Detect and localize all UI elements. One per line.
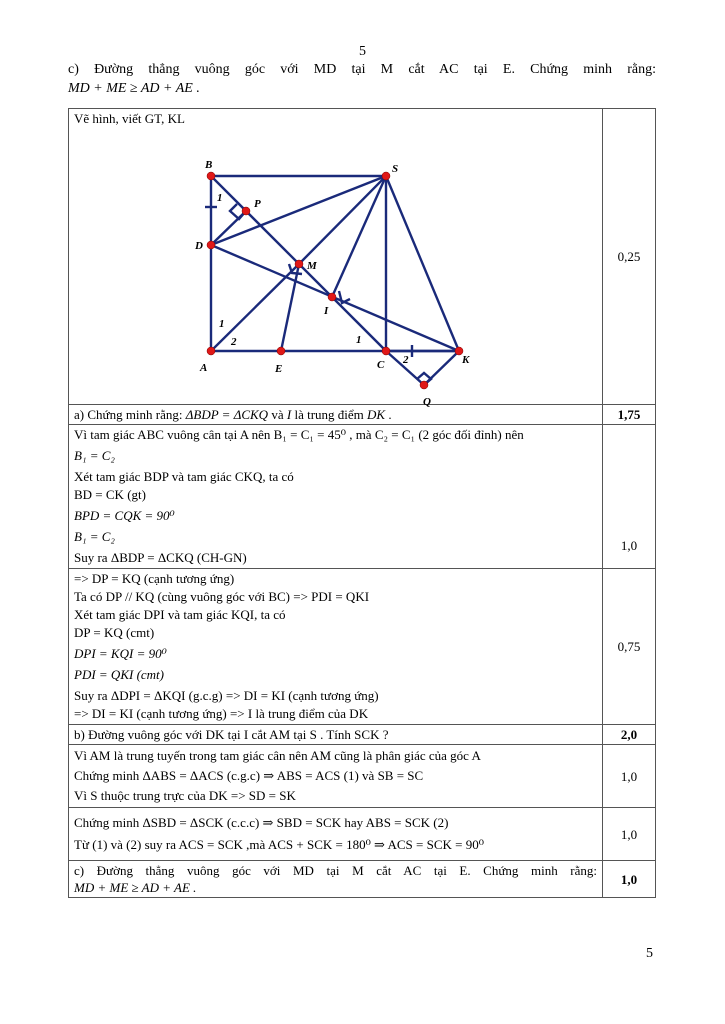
part-b-block-1-score: 1,0 <box>603 745 656 808</box>
point-S <box>382 172 390 180</box>
a2-line-7: Suy ra ΔDPI = ΔKQI (g.c.g) => DI = KI (cạnh tương ứng) <box>74 688 379 703</box>
point-D <box>207 241 215 249</box>
right-angle-I <box>339 291 350 303</box>
b1-line-2: Chứng minh ΔABS = ΔACS (c.g.c) ⇒ ABS = ACS (1) và SB = SC <box>74 768 424 783</box>
page-number-top: 5 <box>359 44 366 59</box>
part-a-title-pre: a) Chứng minh rằng: <box>74 407 186 422</box>
part-a-block-1-score: 1,0 <box>603 425 656 569</box>
label-angle-B1: 1 <box>217 192 223 204</box>
a1-line-4: BD = CK (gt) <box>74 487 146 502</box>
part-b-title: b) Đường vuông góc với DK tại I cắt AM tại S . Tính SCK ? <box>69 725 603 745</box>
part-a-title <box>69 405 603 425</box>
point-Q <box>420 381 428 389</box>
label-E: E <box>275 363 283 375</box>
intro-statement <box>68 60 656 98</box>
part-c-line-2: MD + ME ≥ AD + AE . <box>74 880 197 895</box>
figure-score: 0,25 <box>603 109 656 405</box>
a2-line-4: DP = KQ (cmt) <box>74 625 155 640</box>
part-b-block-1 <box>69 745 603 808</box>
label-angle-C1: 1 <box>356 334 362 346</box>
label-I: I <box>324 305 329 317</box>
point-A <box>207 347 215 355</box>
label-M: M <box>307 260 317 272</box>
part-a-block-1 <box>69 425 603 569</box>
a2-line-2: Ta có DP // KQ (cùng vuông góc với BC) => PDI = QKI <box>74 589 370 604</box>
intro-line-1: c) Đường thẳng vuông góc với MD tại M cắt AC tại E. Chứng minh rằng: <box>68 62 656 77</box>
point-E <box>277 347 285 355</box>
part-c-cell <box>69 861 603 898</box>
a1-line-1: Vì tam giác ABC vuông cân tại A nên B₁ = C₁ = 45⁰ , mà C₂ = C₁ (2 góc đối đỉnh) nên <box>74 427 524 442</box>
b1-line-3: Vì S thuộc trung trực của DK => SD = SK <box>74 788 296 803</box>
segment-AM <box>211 264 299 351</box>
label-Q: Q <box>423 396 431 408</box>
part-b-score: 2,0 <box>603 725 656 745</box>
label-K: K <box>462 354 470 366</box>
part-a-title-I: I <box>286 407 292 422</box>
point-I <box>328 293 336 301</box>
a2-line-6: PDI = QKI (cmt) <box>74 667 164 682</box>
part-b-block-2-score: 1,0 <box>603 808 656 861</box>
part-a-score: 1,75 <box>603 405 656 425</box>
label-angle-C2: 2 <box>403 354 409 366</box>
solution-table <box>68 108 656 898</box>
label-P: P <box>254 198 261 210</box>
label-C: C <box>377 359 385 371</box>
label-S: S <box>392 163 399 175</box>
part-a-title-DK: DK <box>367 407 386 422</box>
label-angle-A1: 1 <box>219 318 225 330</box>
label-angle-A2: 2 <box>231 336 237 348</box>
part-a-block-2-score: 0,75 <box>603 569 656 725</box>
part-a-title-post: là trung điểm <box>291 407 368 422</box>
b2-line-1: Chứng minh ΔSBD = ΔSCK (c.c.c) ⇒ SBD = SCK hay ABS = SCK (2) <box>74 815 449 830</box>
intro-line-2: MD + ME ≥ AD + AE . <box>68 81 200 96</box>
a2-line-1: => DP = KQ (cạnh tương ứng) <box>74 571 235 586</box>
a2-line-3: Xét tam giác DPI và tam giác KQI, ta có <box>74 607 286 622</box>
a1-line-2: B₁ = C₂ <box>74 448 115 463</box>
b2-line-2: Từ (1) và (2) suy ra ACS = SCK ,mà ACS + SCK = 180⁰ ⇒ ACS = SCK = 90⁰ <box>74 837 484 852</box>
label-B: B <box>205 159 213 171</box>
point-C <box>382 347 390 355</box>
a1-line-7: Suy ra ΔBDP = ΔCKQ (CH-GN) <box>74 550 247 565</box>
page-number-bottom: 5 <box>646 946 653 961</box>
a1-line-6: B₁ = C₂ <box>74 529 115 544</box>
label-D: D <box>195 240 203 252</box>
a1-line-5: BPD = CQK = 90⁰ <box>74 508 175 523</box>
segment-SM <box>299 176 386 264</box>
part-a-title-mid: và <box>268 407 287 422</box>
point-M <box>295 260 303 268</box>
part-c-score: 1,0 <box>603 861 656 898</box>
part-a-block-2 <box>69 569 603 725</box>
part-c-line-1: c) Đường thẳng vuông góc với MD tại M cắt AC tại E. Chứng minh rằng: <box>74 863 597 878</box>
part-b-block-2 <box>69 808 603 861</box>
geometry-figure <box>74 127 594 408</box>
part-a-title-end: . <box>385 407 392 422</box>
a1-line-3: Xét tam giác BDP và tam giác CKQ, ta có <box>74 469 294 484</box>
part-a-title-eq: ΔBDP = ΔCKQ <box>185 407 269 422</box>
a2-line-8: => DI = KI (cạnh tương ứng) => I là trung điểm của DK <box>74 706 369 721</box>
figure-cell <box>69 109 603 408</box>
label-A: A <box>200 362 208 374</box>
point-P <box>242 207 250 215</box>
b1-line-1: Vì AM là trung tuyến trong tam giác cân nên AM cũng là phân giác của góc A <box>74 748 481 763</box>
a2-line-5: DPI = KQI = 90⁰ <box>74 646 167 661</box>
figure-caption: Vẽ hình, viết GT, KL <box>74 111 185 126</box>
point-B <box>207 172 215 180</box>
